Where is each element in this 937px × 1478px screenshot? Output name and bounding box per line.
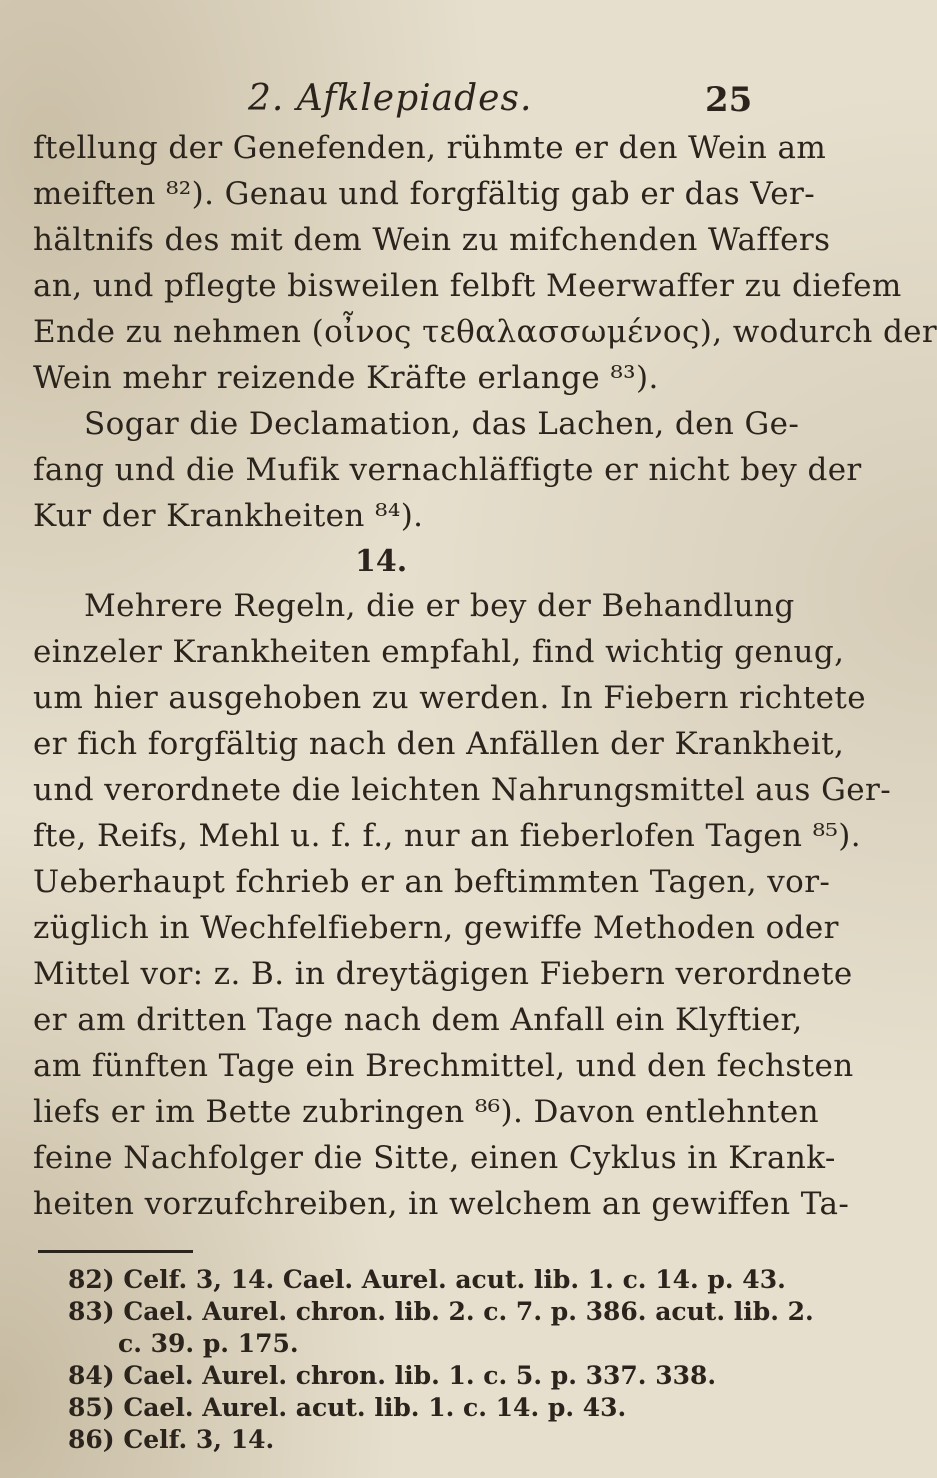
text-line: Kur der Krankheiten ⁸⁴). xyxy=(33,498,424,534)
text-line: züglich in Wechfelfiebern, gewiffe Methoden oder xyxy=(33,910,839,946)
text-line: Mehrere Regeln, die er bey der Behandlung xyxy=(84,588,795,624)
text-line: Ueberhaupt fchrieb er an beftimmten Tagen, vor- xyxy=(33,864,831,900)
chapter-title: 2. Afklepiades. xyxy=(248,78,533,119)
text-line: er am dritten Tage nach dem Anfall ein Klyftier, xyxy=(33,1002,803,1038)
text-line: feine Nachfolger die Sitte, einen Cyklus in Krank- xyxy=(33,1140,836,1176)
text-line: an, und pflegte bisweilen felbft Meerwaffer zu diefem xyxy=(33,268,902,304)
text-line: Ende zu nehmen (οἶνος τεθαλασσωμένος), wodurch der xyxy=(33,314,937,350)
section-number: 14. xyxy=(355,544,408,579)
text-line: um hier ausgehoben zu werden. In Fiebern richtete xyxy=(33,680,866,716)
text-line: hältnifs des mit dem Wein zu mifchenden Waffers xyxy=(33,222,831,258)
text-line: Sogar die Declamation, das Lachen, den Ge- xyxy=(84,406,800,442)
text-line: fte, Reifs, Mehl u. f. f., nur an fieberlofen Tagen ⁸⁵). xyxy=(33,818,862,854)
running-head xyxy=(0,78,800,128)
text-line: liefs er im Bette zubringen ⁸⁶). Davon entlehnten xyxy=(33,1094,820,1130)
text-line: fang und die Mufik vernachläffigte er nicht bey der xyxy=(33,452,862,488)
text-line: Wein mehr reizende Kräfte erlange ⁸³). xyxy=(33,360,659,396)
text-line: Mittel vor: z. B. in dreytägigen Fiebern verordnete xyxy=(33,956,853,992)
text-line: und verordnete die leichten Nahrungsmittel aus Ger- xyxy=(33,772,892,808)
text-line: meiften ⁸²). Genau und forgfältig gab er das Ver- xyxy=(33,176,816,212)
footnote: 82) Celf. 3, 14. Cael. Aurel. acut. lib. 1. c. 14. p. 43. xyxy=(68,1265,786,1294)
text-line: am fünften Tage ein Brechmittel, und den fechsten xyxy=(33,1048,854,1084)
text-line: einzeler Krankheiten empfahl, find wichtig genug, xyxy=(33,634,845,670)
footnote-rule xyxy=(38,1250,193,1253)
page-number: 25 xyxy=(705,80,753,120)
footnote: 85) Cael. Aurel. acut. lib. 1. c. 14. p. 43. xyxy=(68,1393,627,1422)
footnote: 84) Cael. Aurel. chron. lib. 1. c. 5. p. 337. 338. xyxy=(68,1361,717,1390)
footnote: c. 39. p. 175. xyxy=(118,1329,299,1358)
text-line: er fich forgfältig nach den Anfällen der Krankheit, xyxy=(33,726,845,762)
text-line: heiten vorzufchreiben, in welchem an gewiffen Ta- xyxy=(33,1186,850,1222)
footnote: 86) Celf. 3, 14. xyxy=(68,1425,275,1454)
text-line: ftellung der Genefenden, rühmte er den Wein am xyxy=(33,130,827,166)
footnote: 83) Cael. Aurel. chron. lib. 2. c. 7. p. 386. acut. lib. 2. xyxy=(68,1297,814,1326)
